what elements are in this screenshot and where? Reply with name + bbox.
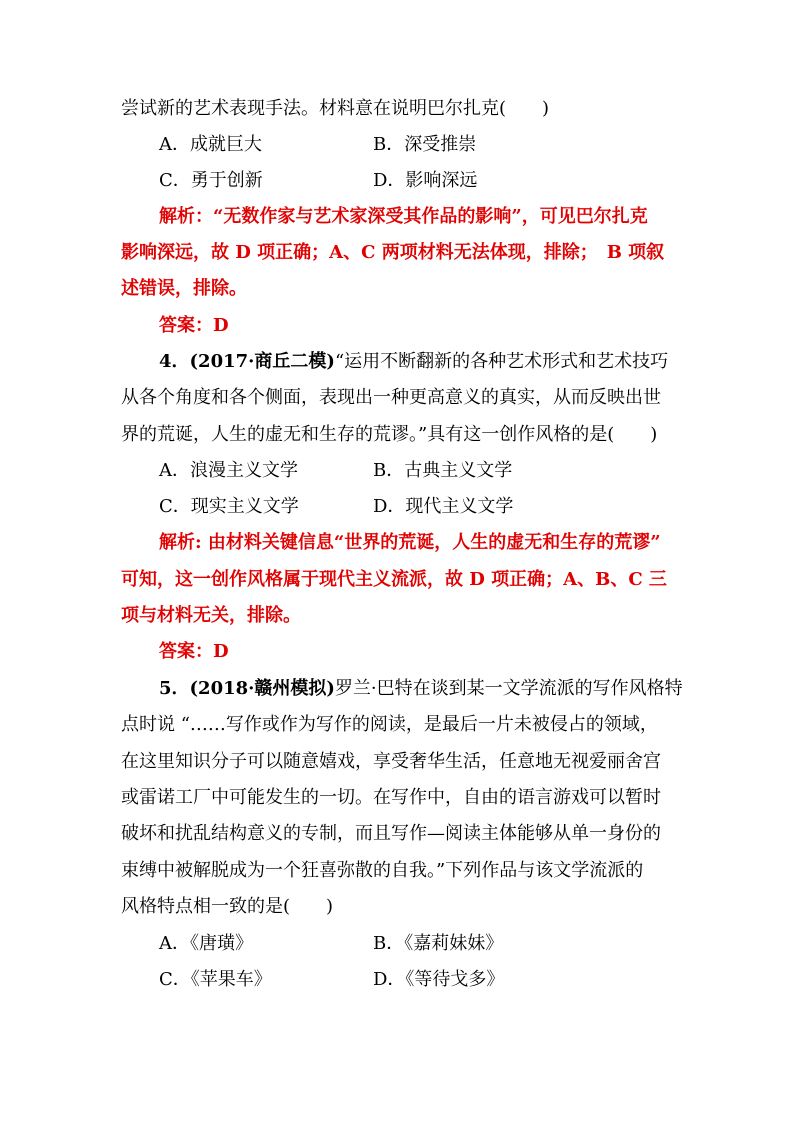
q5-option-d[interactable]: D．《等待戈多》 (373, 969, 505, 990)
q4-stem-line-1 (159, 350, 668, 374)
q4-analysis-line-1 (159, 531, 661, 555)
q5-number: 5． (159, 678, 190, 699)
q4-answer: 答案：D (159, 641, 229, 662)
q5-option-a[interactable]: A．《唐璜》 (159, 933, 253, 954)
q5-stem-line-6: 束缚中被解脱成为一个狂喜弥散的自我。”下列作品与该文学流派的 (121, 860, 644, 881)
q3-analysis-line-1 (159, 205, 648, 229)
q5-stem-line-1 (159, 677, 683, 701)
q4-number: 4． (159, 351, 190, 372)
q3-option-b[interactable]: B．深受推崇 (373, 134, 477, 155)
q4-options-row-2 (0, 495, 794, 519)
q5-stem-line-4: 或雷诺工厂中可能发生的一切。在写作中，自由的语言游戏可以暂时 (121, 787, 661, 808)
q3-options-row-1 (0, 133, 794, 157)
q3-stem-tail: 尝试新的艺术表现手法。材料意在说明巴尔扎克( ) (121, 98, 550, 119)
q3-answer: 答案：D (159, 315, 229, 336)
q4-stem-line-3: 界的荒诞，人生的虚无和生存的荒谬。”具有这一创作风格的是( ) (121, 424, 658, 445)
q4-analysis-line-3: 项与材料无关，排除。 (121, 605, 301, 626)
q3-options-row-2 (0, 169, 794, 193)
q4-option-b[interactable]: B．古典主义文学 (373, 460, 513, 481)
q4-options-row-1 (0, 459, 794, 483)
q4-analysis-text-1: : 由材料关键信息“世界的荒诞，人生的虚无和生存的荒谬” (195, 532, 661, 553)
q3-analysis-line-2: 影响深远，故 D 项正确；A、C 两项材料无法体现，排除； B 项叙 (121, 242, 665, 263)
q5-source: (2018·赣州模拟) (189, 678, 335, 699)
q3-analysis-line-3: 述错误，排除。 (121, 278, 247, 299)
q4-analysis-label: 解析 (159, 532, 195, 553)
q4-stem-line-2: 从各个角度和各个侧面，表现出一种更高意义的真实，从而反映出世 (121, 387, 661, 408)
q4-option-c[interactable]: C．现实主义文学 (159, 496, 299, 517)
q5-stem-line-5: 破坏和扰乱结构意义的专制，而且写作—阅读主体能够从单一身份的 (121, 823, 661, 844)
q4-option-d[interactable]: D．现代主义文学 (373, 496, 514, 517)
q5-stem-line-3: 在这里知识分子可以随意嬉戏，享受奢华生活，任意地无视爱丽舍宫 (121, 751, 661, 772)
q5-stem-text-1: 罗兰·巴特在谈到某一文学流派的写作风格特 (334, 678, 683, 699)
q3-option-d[interactable]: D．影响深远 (373, 170, 478, 191)
q3-analysis-label: 解析： (159, 206, 213, 227)
q5-options-row-1 (0, 932, 794, 956)
q5-stem-line-7: 风格特点相一致的是( ) (121, 896, 334, 917)
q3-option-c[interactable]: C．勇于创新 (159, 170, 263, 191)
q5-option-b[interactable]: B．《嘉莉妹妹》 (373, 933, 504, 954)
q5-options-row-2 (0, 968, 794, 992)
q4-analysis-line-2: 可知，这一创作风格属于现代主义流派，故 D 项正确；A、B、C 三 (121, 569, 667, 590)
q5-option-c[interactable]: C．《苹果车》 (159, 969, 272, 990)
q3-option-a[interactable]: A．成就巨大 (159, 134, 262, 155)
q4-stem-text-1: “运用不断翻新的各种艺术形式和艺术技巧 (334, 351, 669, 372)
q5-stem-line-2: 点时说 “……写作或作为写作的阅读，是最后一片未被侵占的领域， (121, 714, 658, 735)
q3-analysis-text-1: “无数作家与艺术家深受其作品的影响”，可见巴尔扎克 (213, 206, 648, 227)
q4-source: (2017·商丘二模) (189, 351, 335, 372)
q4-option-a[interactable]: A．浪漫主义文学 (159, 460, 298, 481)
